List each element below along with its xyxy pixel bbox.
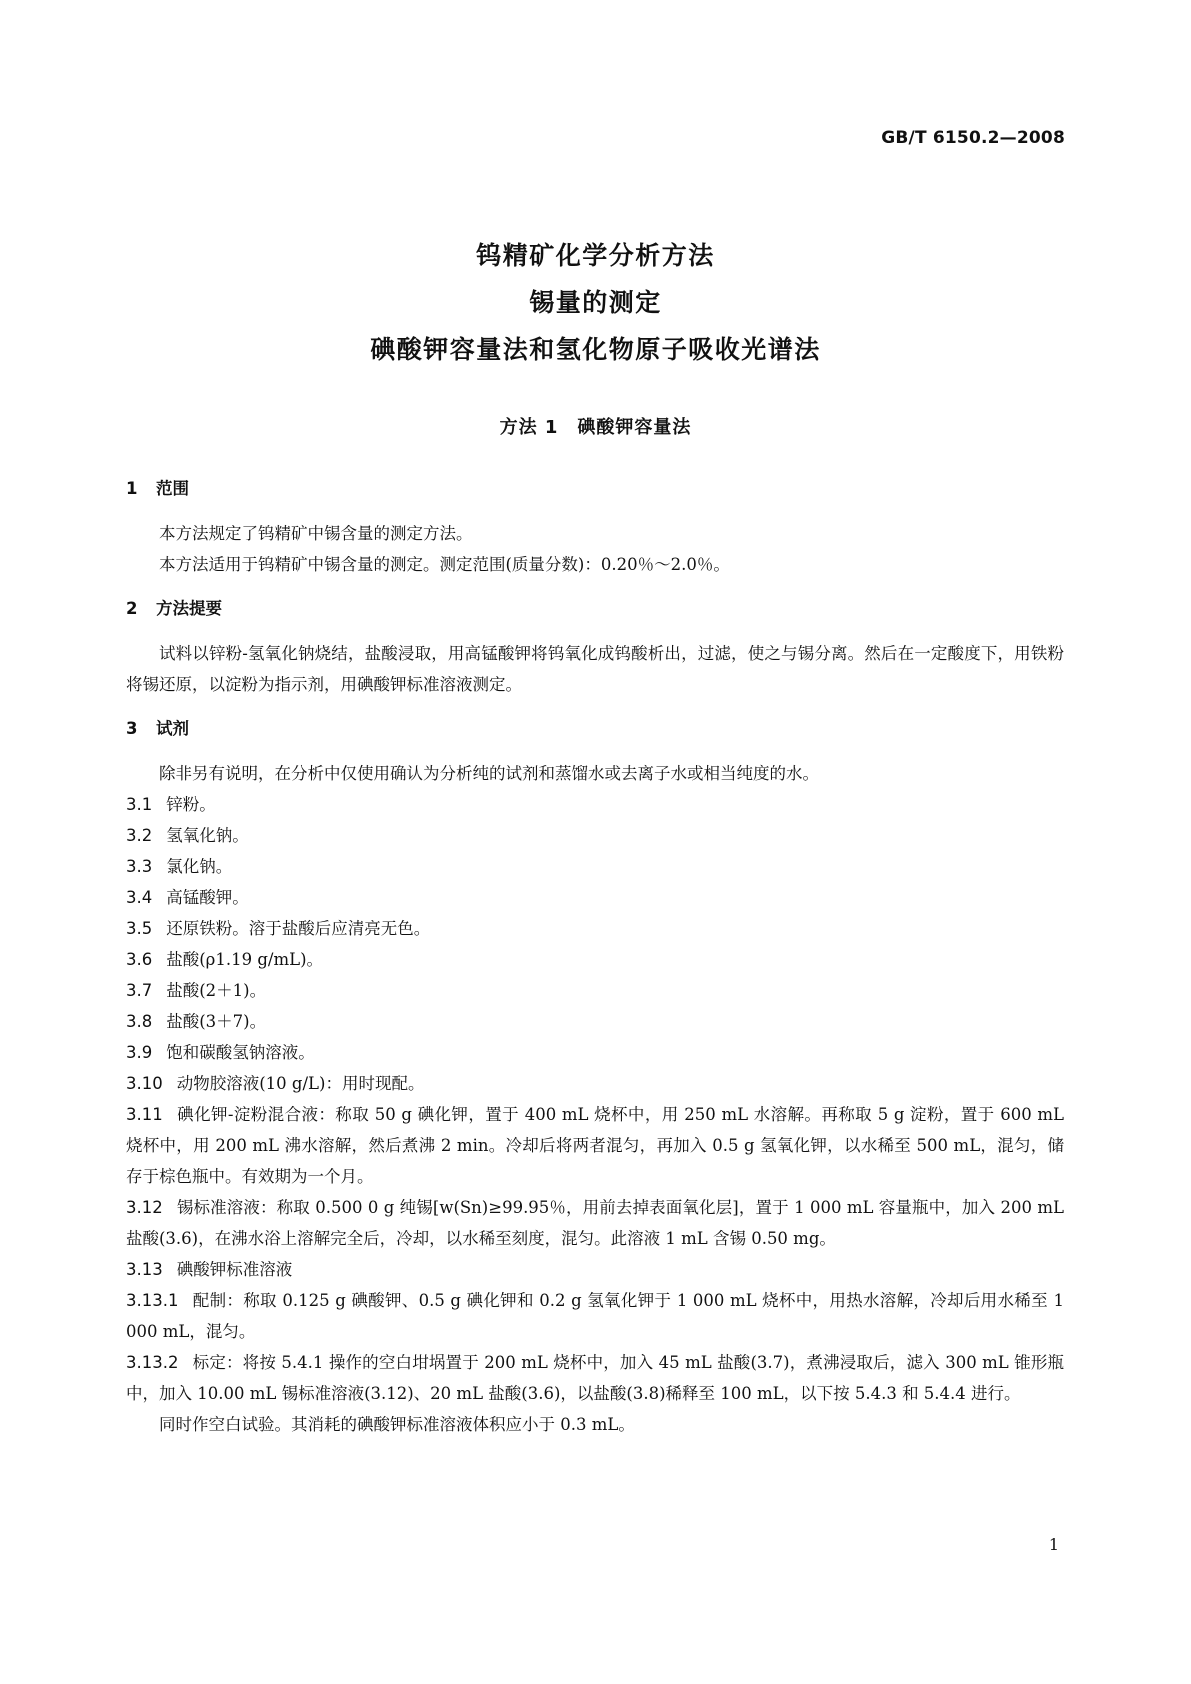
list-item — [126, 1068, 1064, 1099]
section-heading-principle — [126, 596, 1064, 622]
list-item — [126, 1006, 1064, 1037]
list-item — [126, 1037, 1064, 1068]
document-body — [126, 476, 1064, 1440]
item-text: 盐酸(3＋7)。 — [166, 1012, 267, 1031]
section-title: 范围 — [156, 479, 189, 498]
item-text: 饱和碳酸氢钠溶液。 — [166, 1043, 315, 1062]
item-number: 3.13 — [126, 1260, 163, 1279]
item-number: 3.7 — [126, 981, 153, 1000]
list-item — [126, 882, 1064, 913]
paragraph: 本方法适用于钨精矿中锡含量的测定。测定范围(质量分数)：0.20％～2.0％。 — [159, 555, 730, 574]
page-number: 1 — [1048, 1535, 1059, 1554]
list-item — [126, 1099, 1064, 1192]
item-number: 3.3 — [126, 857, 153, 876]
list-item — [126, 1254, 1064, 1285]
paragraph: 同时作空白试验。其消耗的碘酸钾标准溶液体积应小于 0.3 mL。 — [159, 1415, 635, 1434]
item-number: 3.9 — [126, 1043, 153, 1062]
method-title: 方法 1 碘酸钾容量法 — [499, 417, 692, 438]
title-line-3: 碘酸钾容量法和氢化物原子吸收光谱法 — [370, 335, 821, 364]
item-number: 3.13.2 — [126, 1353, 179, 1372]
section-number: 2 — [126, 599, 138, 618]
section-number: 3 — [126, 719, 138, 738]
document-title — [0, 232, 1191, 373]
item-text: 锌粉。 — [166, 795, 216, 814]
item-text: 标定：将按 5.4.1 操作的空白坩埚置于 200 mL 烧杯中，加入 45 mL 盐酸(3.7)，煮沸浸取后，滤入 300 mL 锥形瓶中，加入 10.00 mL 锡标准溶液(3.12)、20 mL 盐酸(3.6)，以盐酸(3.8)稀释至 100 mL，以下按 5.4.3 和 5.4.4 进行。 — [126, 1353, 1064, 1403]
section-heading-scope — [126, 476, 1064, 502]
list-item — [126, 851, 1064, 882]
item-number: 3.12 — [126, 1198, 163, 1217]
section-number: 1 — [126, 479, 138, 498]
paragraph: 试料以锌粉-氢氧化钠烧结，盐酸浸取，用高锰酸钾将钨氧化成钨酸析出，过滤，使之与锡分离。然后在一定酸度下，用铁粉将锡还原，以淀粉为指示剂，用碘酸钾标准溶液测定。 — [126, 644, 1064, 694]
list-item — [126, 944, 1064, 975]
list-item — [126, 1285, 1064, 1347]
item-text: 氢氧化钠。 — [166, 826, 249, 845]
paragraph: 本方法规定了钨精矿中锡含量的测定方法。 — [159, 524, 473, 543]
item-number: 3.2 — [126, 826, 153, 845]
item-number: 3.8 — [126, 1012, 153, 1031]
list-item — [126, 1347, 1064, 1409]
list-item — [126, 789, 1064, 820]
list-item — [126, 913, 1064, 944]
item-text: 碘酸钾标准溶液 — [176, 1260, 293, 1279]
list-item — [126, 1192, 1064, 1254]
item-number: 3.13.1 — [126, 1291, 179, 1310]
list-item — [126, 820, 1064, 851]
item-text: 盐酸(2＋1)。 — [166, 981, 267, 1000]
item-text: 盐酸(ρ1.19 g/mL)。 — [166, 950, 324, 969]
item-text: 动物胶溶液(10 g/L)：用时现配。 — [176, 1074, 425, 1093]
list-item — [126, 975, 1064, 1006]
title-line-1: 钨精矿化学分析方法 — [476, 241, 715, 270]
section-heading-reagents — [126, 716, 1064, 742]
item-number: 3.11 — [126, 1105, 163, 1124]
item-text: 碘化钾-淀粉混合液：称取 50 g 碘化钾，置于 400 mL 烧杯中，用 250 mL 水溶解。再称取 5 g 淀粉，置于 600 mL 烧杯中，用 200 mL 沸水溶解，然后煮沸 2 min。冷却后将两者混匀，再加入 0.5 g 氢氧化钾，以水稀至 500 mL，混匀，储存于棕色瓶中。有效期为一个月。 — [126, 1105, 1064, 1186]
item-number: 3.5 — [126, 919, 153, 938]
item-text: 还原铁粉。溶于盐酸后应清亮无色。 — [166, 919, 431, 938]
standard-code: GB/T 6150.2—2008 — [881, 128, 1065, 148]
item-number: 3.10 — [126, 1074, 163, 1093]
item-text: 高锰酸钾。 — [166, 888, 249, 907]
item-number: 3.1 — [126, 795, 153, 814]
item-text: 锡标准溶液：称取 0.500 0 g 纯锡[w(Sn)≥99.95％，用前去掉表面氧化层]，置于 1 000 mL 容量瓶中，加入 200 mL 盐酸(3.6)，在沸水浴上溶解完全后，冷却，以水稀至刻度，混匀。此溶液 1 mL 含锡 0.50 mg。 — [126, 1198, 1064, 1248]
item-number: 3.4 — [126, 888, 153, 907]
item-text: 氯化钠。 — [166, 857, 233, 876]
section-title: 方法提要 — [156, 599, 222, 618]
title-line-2: 锡量的测定 — [529, 288, 662, 317]
item-text: 配制：称取 0.125 g 碘酸钾、0.5 g 碘化钾和 0.2 g 氢氧化钾于 1 000 mL 烧杯中，用热水溶解，冷却后用水稀至 1 000 mL，混匀。 — [126, 1291, 1064, 1341]
paragraph: 除非另有说明，在分析中仅使用确认为分析纯的试剂和蒸馏水或去离子水或相当纯度的水。 — [159, 764, 819, 783]
item-number: 3.6 — [126, 950, 153, 969]
section-title: 试剂 — [156, 719, 189, 738]
